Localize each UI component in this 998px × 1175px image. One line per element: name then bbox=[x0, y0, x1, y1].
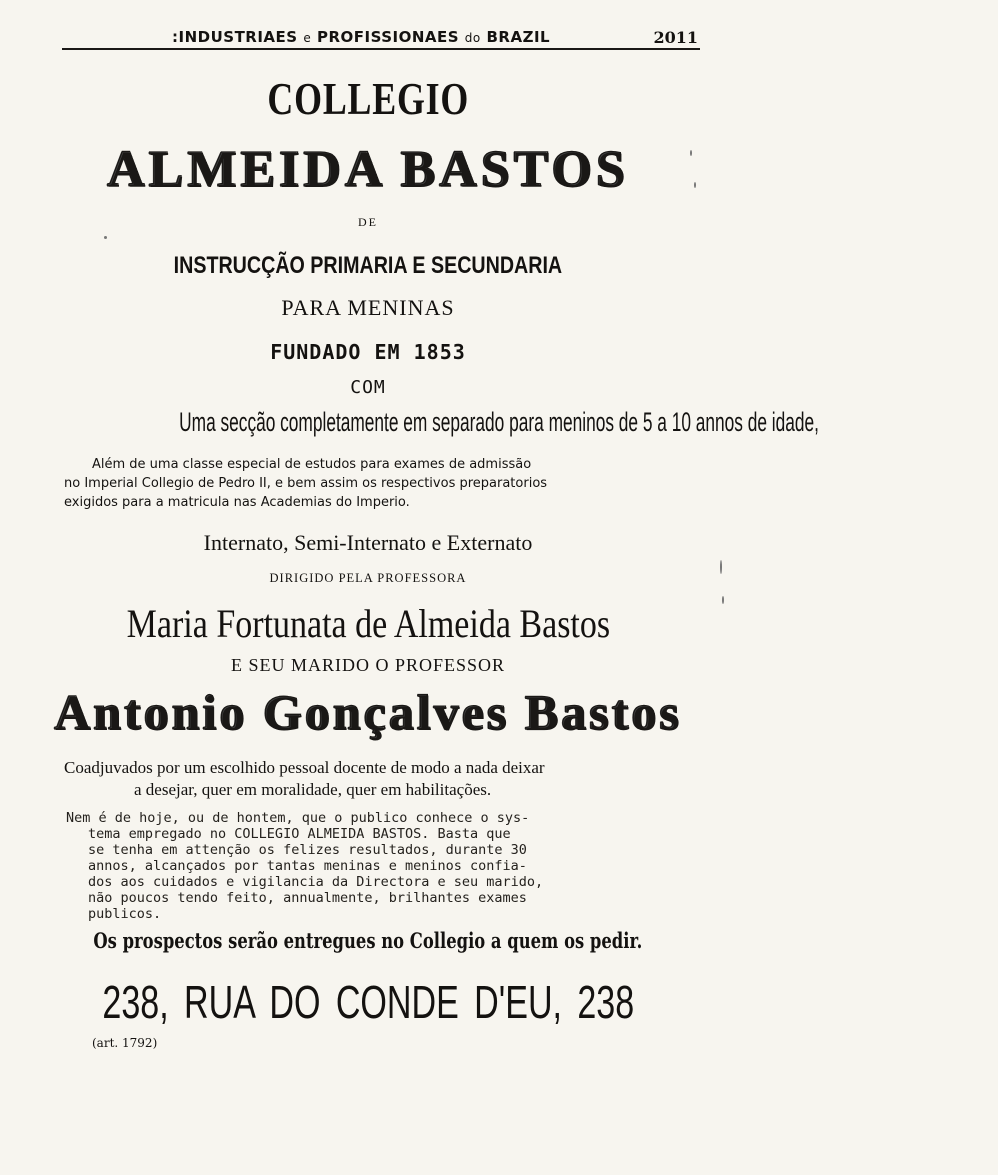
paragraph-line: se tenha em attenção os felizes resultados, durante 30 bbox=[88, 842, 527, 858]
husband-intro: E SEU MARIDO O PROFESSOR bbox=[230, 655, 506, 675]
scan-mark bbox=[690, 150, 692, 156]
scan-mark bbox=[694, 182, 696, 188]
boarding-line: Internato, Semi-Internato e Externato bbox=[203, 530, 533, 555]
page-number: 2011 bbox=[653, 28, 698, 47]
paragraph-line: não poucos tendo feito, annualmente, brilhantes exames bbox=[88, 890, 527, 906]
staff-paragraph bbox=[64, 757, 696, 801]
director-name bbox=[0, 600, 736, 647]
husband-name-decorative bbox=[0, 683, 736, 741]
header-title bbox=[172, 28, 550, 46]
director-name-text: Maria Fortunata de Almeida Bastos bbox=[126, 601, 610, 646]
address-line bbox=[0, 975, 736, 1029]
scan-mark bbox=[104, 236, 107, 239]
paragraph-line: tema empregado no COLLEGIO ALMEIDA BASTOS. Basta que bbox=[88, 826, 511, 842]
husband-name-text: Antonio Gonçalves Bastos bbox=[54, 684, 682, 740]
address-text: 238, RUA DO CONDE D'EU, 238 bbox=[102, 976, 634, 1028]
article-reference: (art. 1792) bbox=[92, 1036, 158, 1050]
instruction-text: INSTRUCÇÃO PRIMARIA E SECUNDARIA bbox=[173, 252, 563, 279]
de-label: DE bbox=[358, 215, 378, 229]
founded-line: FUNDADO EM 1853 bbox=[270, 340, 466, 364]
advert-heading bbox=[0, 72, 736, 125]
header-word-industriaes: :INDUSTRIAES bbox=[172, 28, 298, 46]
header-word-profissionaes: PROFISSIONAES bbox=[316, 28, 460, 46]
history-paragraph bbox=[66, 810, 694, 922]
paragraph-line: Coadjuvados por um escolhido pessoal docente de modo a nada deixar bbox=[64, 758, 545, 777]
paragraph-line: no Imperial Collegio de Pedro II, e bem assim os respectivos preparatorios bbox=[64, 476, 548, 491]
section-text: Uma secção completamente em separado para meninos de 5 a 10 annos de idade, bbox=[179, 407, 819, 437]
com-line: COM bbox=[350, 377, 386, 398]
prospectus-text: Os prospectos serão entregues no Collegio a quem os pedir. bbox=[93, 928, 643, 953]
school-name-decorative bbox=[0, 140, 736, 199]
advert-heading-text: COLLEGIO bbox=[267, 73, 469, 124]
directed-by-line: DIRIGIDO PELA PROFESSORA bbox=[269, 571, 467, 585]
running-header bbox=[62, 24, 700, 50]
scan-mark bbox=[720, 560, 722, 574]
scan-mark bbox=[722, 596, 724, 604]
admission-paragraph bbox=[64, 455, 696, 512]
prospectus-line bbox=[0, 928, 736, 953]
for-girls-line: PARA MENINAS bbox=[281, 295, 455, 320]
paragraph-line: Além de uma classe especial de estudos para exames de admissão bbox=[92, 457, 532, 472]
header-word-do: do bbox=[464, 31, 481, 45]
paragraph-line: annos, alcançados por tantas meninas e meninos confia- bbox=[88, 858, 527, 874]
instruction-line bbox=[0, 250, 736, 280]
paragraph-line: exigidos para a matricula nas Academias do Imperio. bbox=[64, 495, 410, 510]
header-word-e: e bbox=[303, 31, 312, 45]
paragraph-line: publicos. bbox=[88, 906, 162, 922]
paragraph-line: Nem é de hoje, ou de hontem, que o publico conhece o sys- bbox=[66, 810, 530, 826]
school-name-text: ALMEIDA BASTOS bbox=[107, 141, 629, 198]
section-line bbox=[0, 407, 819, 438]
paragraph-line: a desejar, quer em moralidade, quer em habilitações. bbox=[134, 780, 492, 799]
paragraph-line: dos aos cuidados e vigilancia da Directora e seu marido, bbox=[88, 874, 544, 890]
header-word-brazil: BRAZIL bbox=[486, 28, 551, 46]
